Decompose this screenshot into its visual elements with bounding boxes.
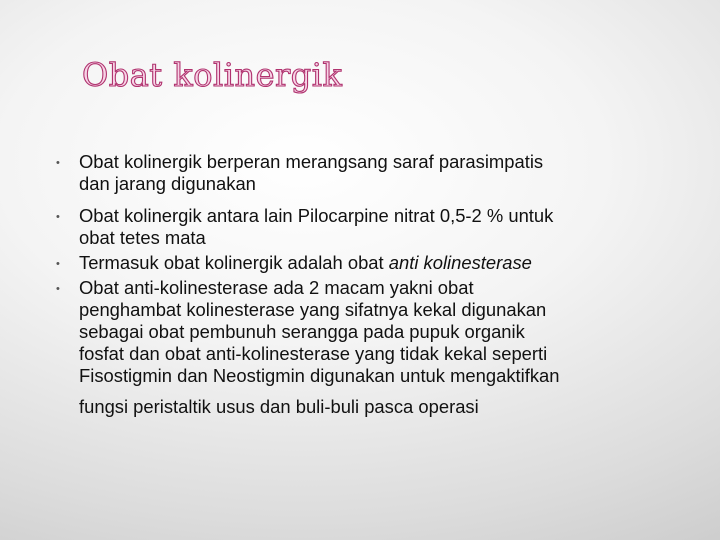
bullet-item (56, 277, 706, 418)
bullet-line: fungsi peristaltik usus dan buli-buli pasca operasi (79, 396, 479, 417)
bullet-line: Obat kolinergik berperan merangsang saraf parasimpatis (79, 151, 544, 172)
bullet-line (79, 252, 706, 274)
bullet-line: fosfat dan obat anti-kolinesterase yang tidak kekal seperti (79, 343, 548, 364)
bullet-text-italic: anti kolinesterase (388, 252, 532, 273)
bullet-item (56, 151, 706, 195)
bullet-item (56, 252, 706, 274)
bullet-item (56, 205, 706, 249)
bullet-line: Obat anti-kolinesterase ada 2 macam yakni obat (79, 277, 474, 298)
bullet-marker-icon: • (56, 157, 60, 169)
bullet-line: sebagai obat pembunuh serangga pada pupuk organik (79, 321, 525, 342)
bullet-line: obat tetes mata (79, 227, 206, 248)
slide-title: Obat kolinergik (82, 56, 343, 94)
bullet-marker-icon: • (56, 258, 60, 270)
bullet-marker-icon: • (56, 283, 60, 295)
bullet-line: Fisostigmin dan Neostigmin digunakan untuk mengaktifkan (79, 365, 560, 386)
bullet-line: dan jarang digunakan (79, 173, 256, 194)
bullet-line: penghambat kolinesterase yang sifatnya kekal digunakan (79, 299, 547, 320)
bullet-list (56, 151, 706, 418)
bullet-line: Obat kolinergik antara lain Pilocarpine nitrat 0,5-2 % untuk (79, 205, 554, 226)
bullet-text: Termasuk obat kolinergik adalah obat (79, 252, 389, 273)
bullet-marker-icon: • (56, 211, 60, 223)
